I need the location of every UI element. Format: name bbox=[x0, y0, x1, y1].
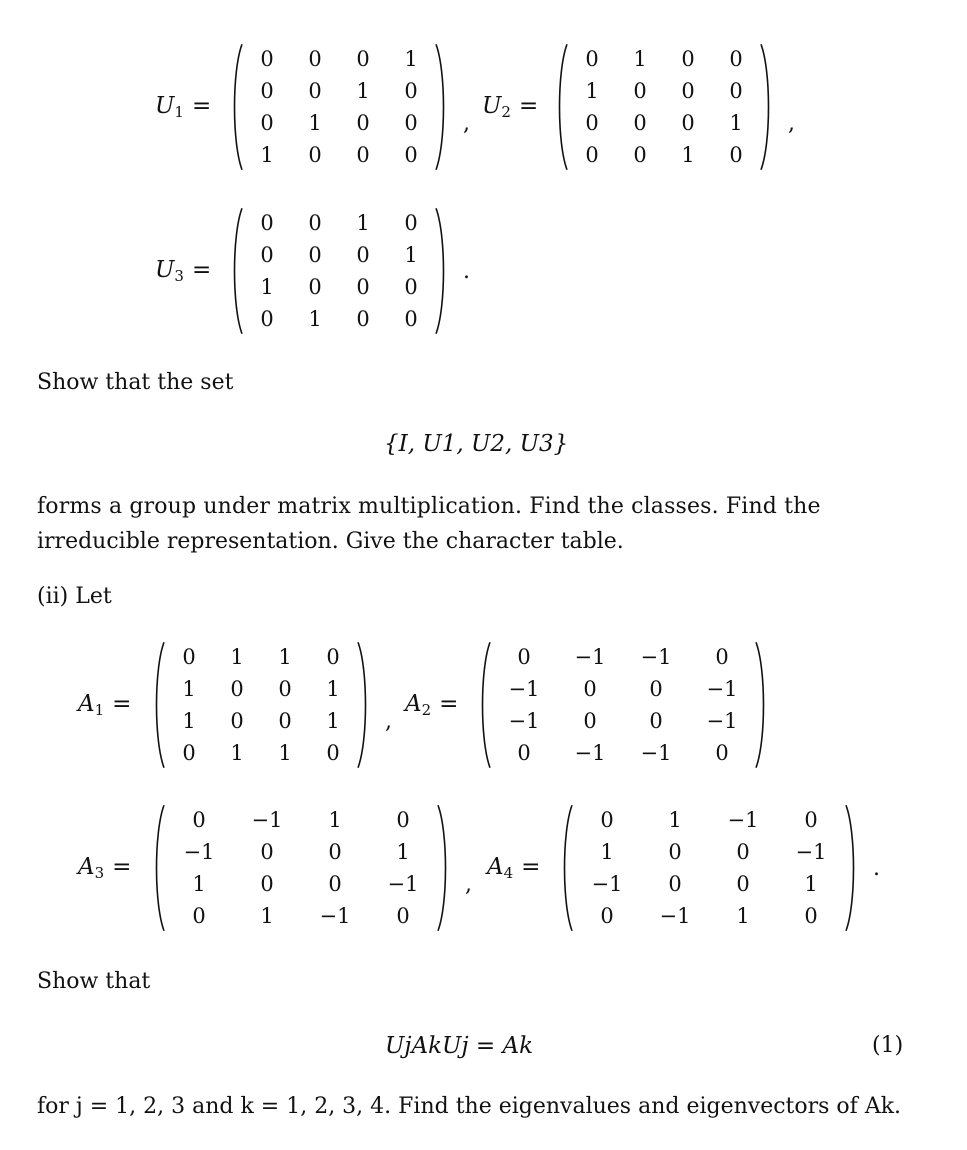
matrix-a3-entry: 0 bbox=[260, 872, 274, 896]
matrix-a1-comma: , bbox=[385, 709, 392, 734]
matrix-a1-entry: 1 bbox=[182, 677, 196, 701]
matrix-u1-label: $U_1$ = bbox=[155, 92, 212, 121]
matrix-u3-entry: 0 bbox=[404, 307, 418, 331]
matrix-u2 bbox=[556, 43, 772, 171]
matrix-u1-entry: 0 bbox=[356, 111, 370, 135]
matrix-a2-entry: −1 bbox=[508, 709, 540, 733]
matrix-a3-entry: 1 bbox=[328, 808, 342, 832]
matrix-u3-entry: 0 bbox=[404, 211, 418, 235]
equation-1 bbox=[385, 1032, 533, 1060]
matrix-u1-entry: 0 bbox=[356, 143, 370, 167]
matrix-u1 bbox=[231, 43, 447, 171]
matrix-a4-entry: 1 bbox=[736, 904, 750, 928]
matrix-u1-entry: 0 bbox=[308, 47, 322, 71]
matrix-u3-entry: 0 bbox=[260, 243, 274, 267]
matrix-a4 bbox=[561, 804, 857, 932]
matrix-a1-entry: 1 bbox=[278, 645, 292, 669]
matrix-a3-entry: 1 bbox=[260, 904, 274, 928]
matrix-a3-entry: 0 bbox=[396, 904, 410, 928]
matrix-u2-entry: 1 bbox=[729, 111, 743, 135]
matrix-a4-block bbox=[487, 804, 880, 932]
matrix-a4-entry: 0 bbox=[736, 840, 750, 864]
matrix-u1-entries bbox=[243, 43, 435, 171]
matrix-a4-period: . bbox=[873, 856, 880, 881]
matrix-a2-entry: 0 bbox=[649, 677, 663, 701]
show-set-text: Show that the set bbox=[37, 370, 234, 395]
matrix-a2-label: $A_2$ = bbox=[405, 690, 459, 719]
matrix-a3-entry: −1 bbox=[319, 904, 351, 928]
matrix-a1-entry: 0 bbox=[278, 677, 292, 701]
matrix-a3-entry: 0 bbox=[328, 840, 342, 864]
matrix-a2-entries bbox=[491, 641, 755, 769]
matrix-u1-entry: 0 bbox=[404, 111, 418, 135]
matrix-a1-entry: 0 bbox=[230, 677, 244, 701]
matrix-a1-right-paren bbox=[357, 641, 369, 769]
matrix-a3-entry: −1 bbox=[387, 872, 419, 896]
matrix-u1-entry: 0 bbox=[356, 47, 370, 71]
matrix-u1-entry: 0 bbox=[308, 143, 322, 167]
matrix-u1-entry: 0 bbox=[404, 79, 418, 103]
matrix-u1-entry: 1 bbox=[404, 47, 418, 71]
set-expression-text: {I, U1, U2, U3} bbox=[384, 431, 569, 457]
matrix-a2-entry: 0 bbox=[715, 741, 729, 765]
matrix-u1-comma: , bbox=[463, 111, 470, 136]
matrix-a1-entry: 0 bbox=[278, 709, 292, 733]
matrix-u2-left-paren bbox=[556, 43, 568, 171]
matrix-u3-entry: 1 bbox=[260, 275, 274, 299]
matrix-u1-left-paren bbox=[231, 43, 243, 171]
matrix-a1-label: $A_1$ = bbox=[78, 690, 132, 719]
matrix-a4-entry: 0 bbox=[804, 904, 818, 928]
matrix-u2-entry: 0 bbox=[681, 47, 695, 71]
matrix-u3-entries bbox=[243, 207, 435, 335]
matrix-a1-entries bbox=[165, 641, 357, 769]
matrix-a3-entry: 0 bbox=[328, 872, 342, 896]
matrix-a3-entry: 1 bbox=[192, 872, 206, 896]
matrix-u2-entry: 1 bbox=[585, 79, 599, 103]
matrix-a2 bbox=[479, 641, 767, 769]
matrix-a2-entry: −1 bbox=[706, 709, 738, 733]
matrix-u2-entry: 0 bbox=[633, 111, 647, 135]
matrix-a4-entry: 1 bbox=[668, 808, 682, 832]
matrix-a2-entry: 0 bbox=[517, 741, 531, 765]
equation-number: (1) bbox=[872, 1033, 904, 1058]
matrix-a2-entry: −1 bbox=[508, 677, 540, 701]
matrix-u2-entry: 0 bbox=[633, 143, 647, 167]
matrix-a1-entry: 0 bbox=[230, 709, 244, 733]
matrix-a1-entry: 1 bbox=[230, 741, 244, 765]
matrix-a2-entry: −1 bbox=[640, 645, 672, 669]
matrix-a2-entry: 0 bbox=[517, 645, 531, 669]
matrix-u2-entries bbox=[568, 43, 760, 171]
matrix-a3-comma: , bbox=[465, 872, 472, 897]
matrix-a4-entry: 0 bbox=[736, 872, 750, 896]
matrix-a4-entry: −1 bbox=[795, 840, 827, 864]
matrix-u3-entry: 1 bbox=[404, 243, 418, 267]
matrix-u2-entry: 1 bbox=[681, 143, 695, 167]
matrix-u2-entry: 0 bbox=[585, 47, 599, 71]
matrix-u3-entry: 0 bbox=[356, 307, 370, 331]
matrix-a2-block bbox=[405, 641, 767, 769]
matrix-u2-comma: , bbox=[788, 111, 795, 136]
matrix-a2-entry: 0 bbox=[715, 645, 729, 669]
matrix-a4-entry: 0 bbox=[804, 808, 818, 832]
matrix-a3-entry: −1 bbox=[183, 840, 215, 864]
matrix-u3-left-paren bbox=[231, 207, 243, 335]
matrix-u2-entry: 0 bbox=[729, 143, 743, 167]
matrix-a1-block bbox=[78, 641, 392, 769]
set-expression bbox=[384, 430, 568, 458]
matrix-u1-entry: 0 bbox=[404, 143, 418, 167]
matrix-u2-entry: 0 bbox=[585, 143, 599, 167]
matrix-u3-entry: 1 bbox=[308, 307, 322, 331]
matrix-a1-entry: 1 bbox=[278, 741, 292, 765]
matrix-a3-right-paren bbox=[437, 804, 449, 932]
matrix-a4-entry: 0 bbox=[600, 808, 614, 832]
matrix-u3-period: . bbox=[463, 259, 470, 284]
matrix-a3 bbox=[153, 804, 449, 932]
matrix-u2-label: $U_2$ = bbox=[482, 92, 539, 121]
matrix-u3-entry: 0 bbox=[260, 211, 274, 235]
matrix-u2-block bbox=[482, 43, 795, 171]
matrix-a2-entry: −1 bbox=[706, 677, 738, 701]
matrix-a3-entry: −1 bbox=[251, 808, 283, 832]
matrix-u3-label: $U_3$ = bbox=[155, 256, 212, 285]
matrix-u1-entry: 1 bbox=[356, 79, 370, 103]
matrix-u3-block bbox=[155, 207, 470, 335]
matrix-a4-entry: −1 bbox=[727, 808, 759, 832]
matrix-u2-entry: 0 bbox=[729, 79, 743, 103]
show-that-text: Show that bbox=[37, 969, 151, 994]
matrix-u1-entry: 0 bbox=[260, 79, 274, 103]
matrix-a4-entry: 0 bbox=[668, 840, 682, 864]
matrix-a1-entry: 0 bbox=[182, 645, 196, 669]
matrix-u3-entry: 0 bbox=[308, 275, 322, 299]
matrix-a2-entry: 0 bbox=[583, 709, 597, 733]
matrix-u3-entry: 0 bbox=[356, 243, 370, 267]
matrix-u2-entry: 0 bbox=[633, 79, 647, 103]
part-ii-label: (ii) Let bbox=[37, 584, 112, 609]
matrix-u2-right-paren bbox=[760, 43, 772, 171]
matrix-u2-entry: 0 bbox=[585, 111, 599, 135]
matrix-a3-entries bbox=[165, 804, 437, 932]
final-instruction-line: for j = 1, 2, 3 and k = 1, 2, 3, 4. Find the eigenvalues and eigenvectors of Ak. bbox=[37, 1094, 902, 1119]
matrix-a3-label: $A_3$ = bbox=[78, 853, 132, 882]
matrix-u3-entry: 0 bbox=[308, 211, 322, 235]
matrix-a1-entry: 0 bbox=[326, 645, 340, 669]
matrix-a1 bbox=[153, 641, 369, 769]
matrix-a2-left-paren bbox=[479, 641, 491, 769]
matrix-u1-block bbox=[155, 43, 470, 171]
matrix-u3-entry: 1 bbox=[356, 211, 370, 235]
matrix-a4-entry: 0 bbox=[600, 904, 614, 928]
matrix-a4-entry: 1 bbox=[804, 872, 818, 896]
matrix-u1-entry: 0 bbox=[260, 47, 274, 71]
matrix-a4-entry: 0 bbox=[668, 872, 682, 896]
matrix-a1-entry: 0 bbox=[326, 741, 340, 765]
matrix-u3-right-paren bbox=[435, 207, 447, 335]
matrix-a3-block bbox=[78, 804, 472, 932]
matrix-a3-entry: 0 bbox=[396, 808, 410, 832]
matrix-a4-entry: −1 bbox=[591, 872, 623, 896]
matrix-a1-entry: 1 bbox=[326, 677, 340, 701]
matrix-u3-entry: 0 bbox=[404, 275, 418, 299]
matrix-a2-entry: −1 bbox=[574, 645, 606, 669]
matrix-u3 bbox=[231, 207, 447, 335]
matrix-a2-entry: 0 bbox=[583, 677, 597, 701]
matrix-a4-left-paren bbox=[561, 804, 573, 932]
matrix-a4-label: $A_4$ = bbox=[487, 853, 541, 882]
matrix-u2-entry: 0 bbox=[681, 79, 695, 103]
matrix-u2-entry: 0 bbox=[729, 47, 743, 71]
matrix-a1-entry: 1 bbox=[230, 645, 244, 669]
matrix-u1-entry: 0 bbox=[260, 111, 274, 135]
matrix-a2-entry: 0 bbox=[649, 709, 663, 733]
matrix-a1-entry: 1 bbox=[182, 709, 196, 733]
matrix-u2-entry: 1 bbox=[633, 47, 647, 71]
matrix-a3-entry: 0 bbox=[192, 808, 206, 832]
matrix-a3-left-paren bbox=[153, 804, 165, 932]
matrix-a2-entry: −1 bbox=[640, 741, 672, 765]
matrix-a4-entries bbox=[573, 804, 845, 932]
group-paragraph-line1: forms a group under matrix multiplication. Find the classes. Find the bbox=[37, 494, 821, 519]
matrix-a3-entry: 0 bbox=[260, 840, 274, 864]
matrix-u3-entry: 0 bbox=[308, 243, 322, 267]
matrix-u3-entry: 0 bbox=[356, 275, 370, 299]
matrix-a1-left-paren bbox=[153, 641, 165, 769]
matrix-a4-entry: 1 bbox=[600, 840, 614, 864]
matrix-a4-right-paren bbox=[845, 804, 857, 932]
matrix-a1-entry: 0 bbox=[182, 741, 196, 765]
matrix-u1-entry: 1 bbox=[260, 143, 274, 167]
group-paragraph-line2: irreducible representation. Give the character table. bbox=[37, 529, 624, 554]
matrix-a1-entry: 1 bbox=[326, 709, 340, 733]
matrix-u1-entry: 0 bbox=[308, 79, 322, 103]
matrix-a2-right-paren bbox=[755, 641, 767, 769]
matrix-a3-entry: 0 bbox=[192, 904, 206, 928]
matrix-u3-entry: 0 bbox=[260, 307, 274, 331]
matrix-u2-entry: 0 bbox=[681, 111, 695, 135]
matrix-a4-entry: −1 bbox=[659, 904, 691, 928]
equation-1-expression: UjAkUj = Ak bbox=[385, 1033, 534, 1059]
matrix-u1-entry: 1 bbox=[308, 111, 322, 135]
matrix-u1-right-paren bbox=[435, 43, 447, 171]
matrix-a2-entry: −1 bbox=[574, 741, 606, 765]
matrix-a3-entry: 1 bbox=[396, 840, 410, 864]
